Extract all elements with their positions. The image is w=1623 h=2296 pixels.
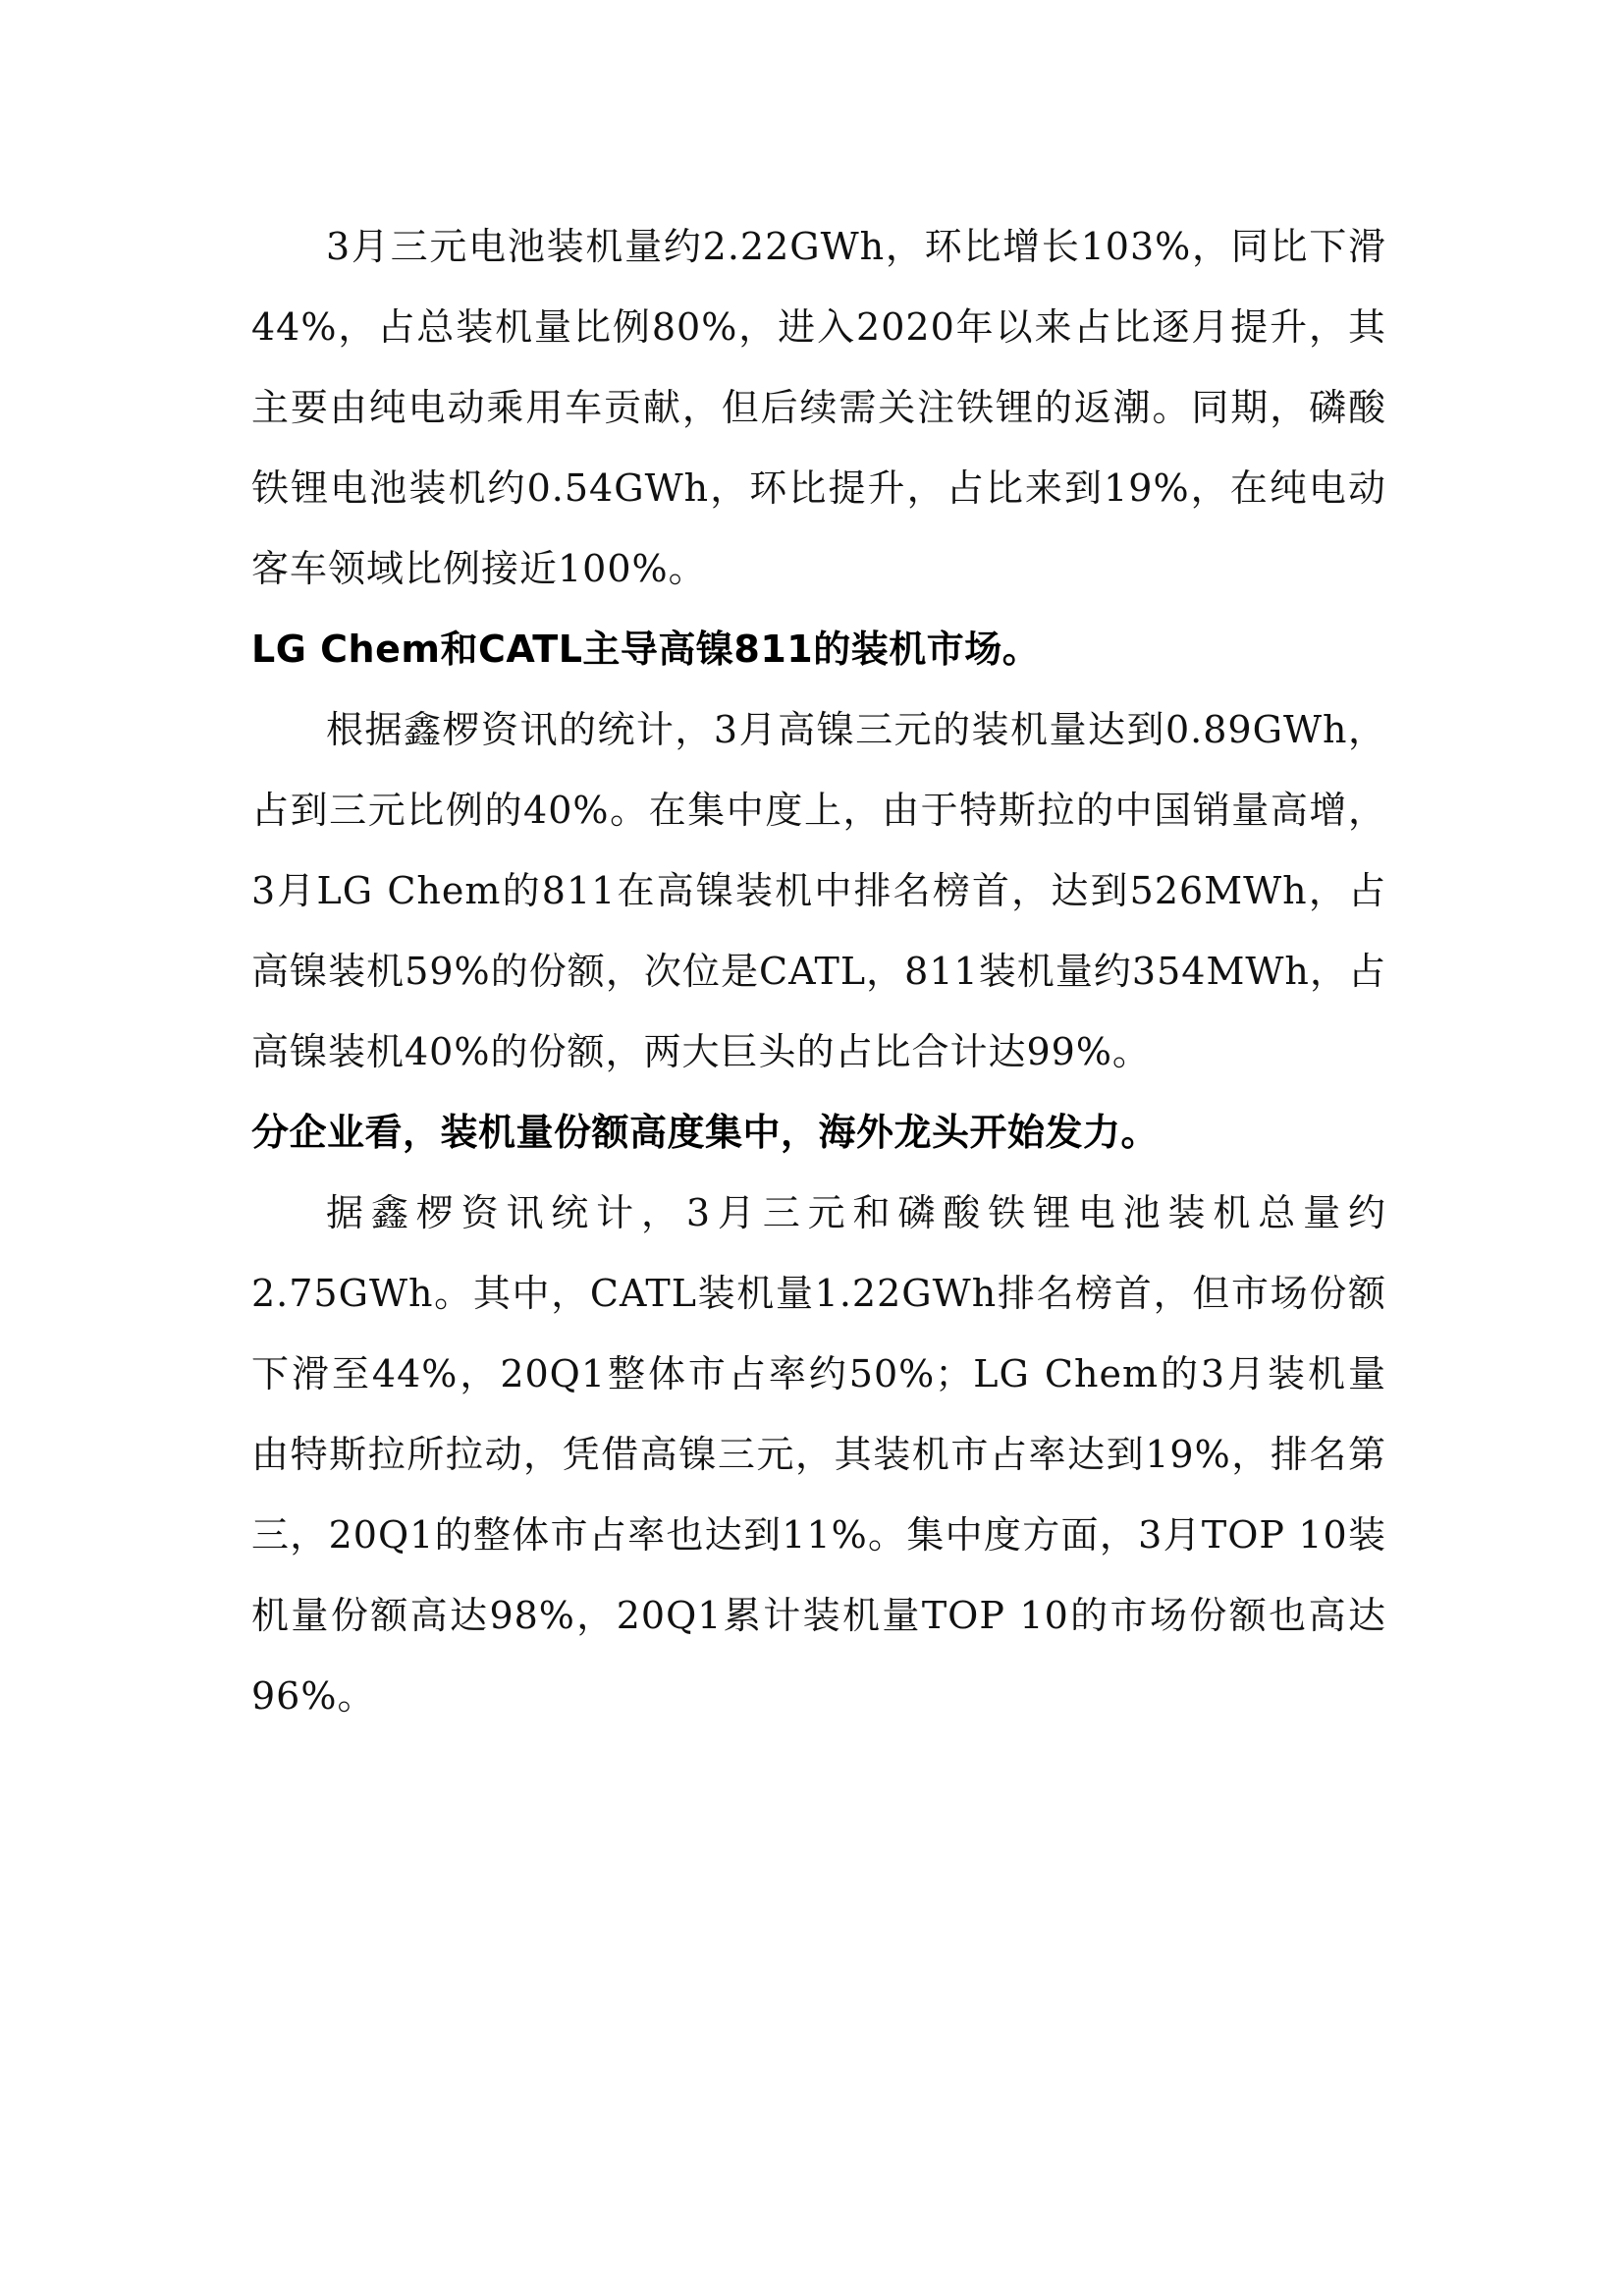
paragraph-enterprise-share: 据鑫椤资讯统计，3月三元和磷酸铁锂电池装机总量约2.75GWh。其中，CATL装机量1.22GWh排名榜首，但市场份额下滑至44%，20Q1整体市占率约50%；LG Chem的3月装机量由特斯拉所拉动，凭借高镍三元，其装机市占率达到19%，排名第三，20Q1的整体市占率也达到11%。集中度方面，3月TOP 10装机量份额高达98%，20Q1累计装机量TOP 10的市场份额也高达96%。 — [251, 1191, 1386, 1718]
paragraph-ternary-battery: 3月三元电池装机量约2.22GWh，环比增长103%，同比下滑44%，占总装机量比例80%，进入2020年以来占比逐月提升，其主要由纯电动乘用车贡献，但后续需关注铁锂的返潮。同期，磷酸铁锂电池装机约0.54GWh，环比提升，占比来到19%，在纯电动客车领域比例接近100%。 — [251, 225, 1386, 590]
document-page — [251, 206, 1386, 1736]
section-heading-high-nickel: LG Chem和CATL主导高镍811的装机市场。 — [251, 628, 1041, 671]
paragraph-high-nickel: 根据鑫椤资讯的统计，3月高镍三元的装机量达到0.89GWh，占到三元比例的40%。在集中度上，由于特斯拉的中国销量高增，3月LG Chem的811在高镍装机中排名榜首，达到526MWh，占高镍装机59%的份额，次位是CATL，811装机量约354MWh，占高镍装机40%的份额，两大巨头的占比合计达99%。 — [251, 708, 1386, 1073]
section-heading-enterprise: 分企业看，装机量份额高度集中，海外龙头开始发力。 — [251, 1111, 1160, 1154]
